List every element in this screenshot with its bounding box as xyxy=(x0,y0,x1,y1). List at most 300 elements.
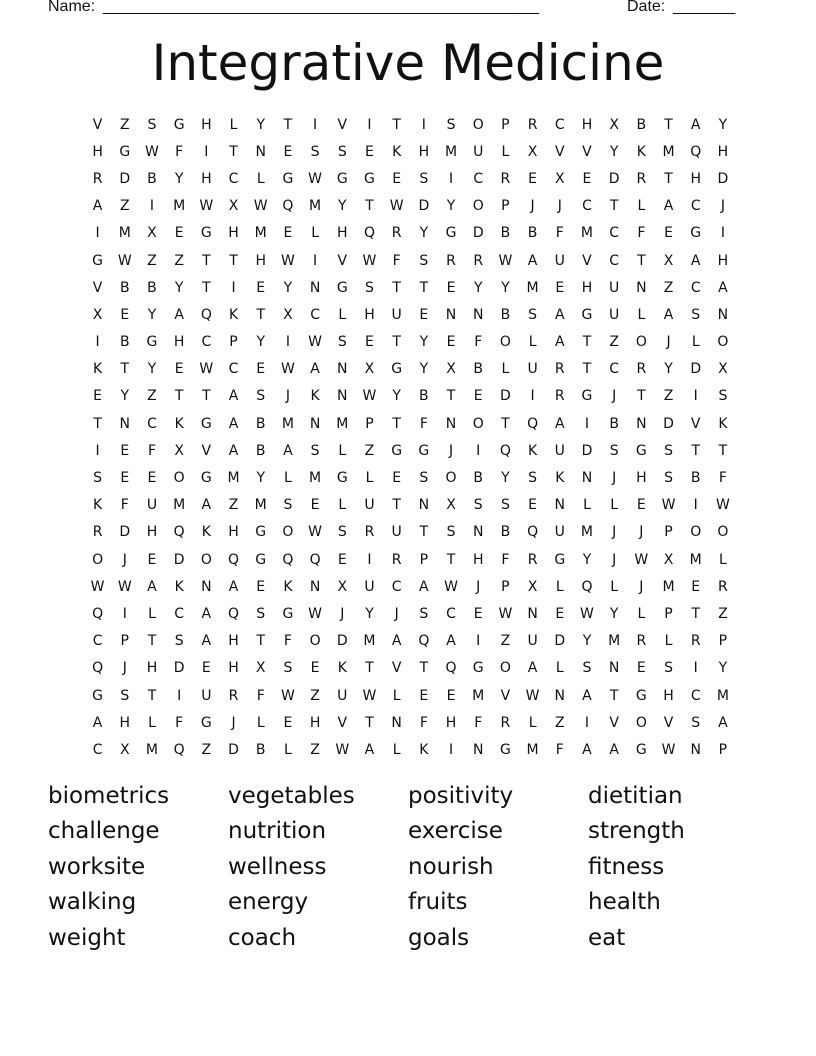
grid-letter[interactable]: Y xyxy=(609,605,619,622)
grid-letter[interactable]: L xyxy=(148,605,156,622)
grid-letter[interactable]: W xyxy=(199,361,214,378)
grid-letter[interactable]: D xyxy=(336,633,348,650)
grid-letter[interactable]: Y xyxy=(283,279,293,296)
grid-letter[interactable]: N xyxy=(309,578,321,595)
grid-letter[interactable]: E xyxy=(691,578,701,595)
grid-letter[interactable]: M xyxy=(580,524,594,541)
grid-letter[interactable]: O xyxy=(200,551,212,568)
grid-letter[interactable]: A xyxy=(446,633,456,650)
grid-letter[interactable]: S xyxy=(528,306,538,323)
grid-letter[interactable]: I xyxy=(313,116,318,133)
grid-letter[interactable]: W xyxy=(335,741,350,758)
grid-letter[interactable]: C xyxy=(609,361,620,378)
grid-letter[interactable]: R xyxy=(500,714,511,731)
grid-letter[interactable]: I xyxy=(95,442,100,459)
grid-letter[interactable]: X xyxy=(446,361,456,378)
grid-letter[interactable]: H xyxy=(337,225,348,242)
grid-letter[interactable]: S xyxy=(691,306,701,323)
grid-letter[interactable]: W xyxy=(525,687,540,704)
grid-letter[interactable]: Y xyxy=(365,605,374,622)
grid-letter[interactable]: K xyxy=(93,361,103,378)
grid-letter[interactable]: V xyxy=(500,687,511,704)
grid-letter[interactable]: P xyxy=(501,116,510,133)
grid-letter[interactable]: L xyxy=(637,306,646,323)
grid-letter[interactable]: U xyxy=(554,524,565,541)
grid-letter[interactable]: P xyxy=(229,334,238,351)
grid-letter[interactable]: I xyxy=(231,279,236,296)
grid-letter[interactable]: G xyxy=(418,442,430,459)
grid-letter[interactable]: G xyxy=(200,714,212,731)
grid-letter[interactable]: F xyxy=(637,225,646,242)
grid-letter[interactable]: S xyxy=(337,334,347,351)
grid-letter[interactable]: O xyxy=(445,470,457,487)
grid-letter[interactable]: U xyxy=(337,687,348,704)
grid-letter[interactable]: E xyxy=(120,442,130,459)
grid-letter[interactable]: T xyxy=(202,279,211,296)
grid-letter[interactable]: N xyxy=(472,306,484,323)
grid-letter[interactable]: F xyxy=(474,714,483,731)
grid-letter[interactable]: A xyxy=(690,116,701,133)
grid-letter[interactable]: H xyxy=(636,470,647,487)
grid-letter[interactable]: Q xyxy=(690,143,702,160)
grid-letter[interactable]: D xyxy=(119,170,131,187)
grid-letter[interactable]: D xyxy=(418,198,430,215)
grid-letter[interactable]: N xyxy=(690,741,701,758)
grid-letter[interactable]: U xyxy=(527,361,538,378)
grid-letter[interactable]: B xyxy=(255,442,266,459)
grid-letter[interactable]: G xyxy=(554,551,566,568)
grid-letter[interactable]: W xyxy=(199,198,214,215)
grid-letter[interactable]: K xyxy=(392,143,402,160)
grid-letter[interactable]: T xyxy=(93,415,102,432)
grid-letter[interactable]: Y xyxy=(664,361,673,378)
grid-letter[interactable]: V xyxy=(582,143,592,160)
grid-letter[interactable]: Q xyxy=(200,306,212,323)
grid-letter[interactable]: O xyxy=(472,198,484,215)
grid-letter[interactable]: J xyxy=(720,198,725,215)
grid-letter[interactable]: J xyxy=(612,524,617,541)
grid-letter[interactable]: F xyxy=(256,687,265,704)
grid-letter[interactable]: A xyxy=(310,361,320,378)
grid-letter[interactable]: P xyxy=(664,524,673,541)
grid-letter[interactable]: K xyxy=(555,470,565,487)
grid-letter[interactable]: E xyxy=(283,225,293,242)
grid-letter[interactable]: E xyxy=(310,660,320,677)
grid-letter[interactable]: C xyxy=(690,687,701,704)
grid-letter[interactable]: T xyxy=(637,388,646,405)
grid-letter[interactable]: I xyxy=(584,415,590,432)
grid-letter[interactable]: Y xyxy=(147,306,157,323)
grid-letter[interactable]: M xyxy=(444,143,458,160)
grid-letter[interactable]: H xyxy=(581,279,593,296)
grid-letter[interactable]: T xyxy=(365,714,374,731)
grid-letter[interactable]: O xyxy=(717,524,729,541)
grid-letter[interactable]: X xyxy=(663,252,674,269)
grid-letter[interactable]: M xyxy=(363,633,376,650)
grid-letter[interactable]: X xyxy=(119,741,130,758)
grid-letter[interactable]: F xyxy=(283,633,292,650)
grid-letter[interactable]: W xyxy=(308,334,323,351)
grid-letter[interactable]: K xyxy=(174,578,184,595)
grid-letter[interactable]: I xyxy=(421,116,426,133)
grid-letter[interactable]: J xyxy=(639,578,644,595)
grid-letter[interactable]: R xyxy=(554,361,565,378)
grid-letter[interactable]: E xyxy=(147,470,157,487)
grid-letter[interactable]: E xyxy=(93,388,103,405)
grid-letter[interactable]: W xyxy=(362,252,377,269)
grid-letter[interactable]: T xyxy=(392,497,401,514)
grid-letter[interactable]: E xyxy=(174,225,184,242)
grid-letter[interactable]: Q xyxy=(363,225,375,242)
grid-letter[interactable]: D xyxy=(119,524,131,541)
grid-letter[interactable]: O xyxy=(472,415,484,432)
grid-letter[interactable]: T xyxy=(229,252,238,269)
grid-letter[interactable]: A xyxy=(527,252,538,269)
grid-letter[interactable]: J xyxy=(476,578,481,595)
grid-letter[interactable]: I xyxy=(367,116,372,133)
grid-letter[interactable]: Y xyxy=(582,551,592,568)
grid-letter[interactable]: F xyxy=(120,497,129,514)
grid-letter[interactable]: G xyxy=(635,741,647,758)
grid-letter[interactable]: Z xyxy=(663,388,674,405)
grid-letter[interactable]: W xyxy=(308,524,323,541)
grid-letter[interactable]: C xyxy=(609,252,620,269)
grid-letter[interactable]: U xyxy=(391,524,402,541)
grid-letter[interactable]: K xyxy=(283,578,293,595)
grid-letter[interactable]: M xyxy=(662,143,675,160)
grid-letter[interactable]: G xyxy=(255,551,267,568)
grid-letter[interactable]: C xyxy=(554,116,565,133)
grid-letter[interactable]: N xyxy=(119,415,131,432)
grid-letter[interactable]: D xyxy=(581,442,593,459)
grid-letter[interactable]: I xyxy=(448,741,454,758)
grid-letter[interactable]: V xyxy=(391,660,402,677)
grid-letter[interactable]: K xyxy=(419,741,429,758)
grid-letter[interactable]: V xyxy=(663,714,674,731)
grid-letter[interactable]: F xyxy=(175,143,184,160)
grid-letter[interactable]: E xyxy=(419,687,429,704)
grid-letter[interactable]: I xyxy=(476,442,481,459)
grid-letter[interactable]: L xyxy=(664,633,673,650)
grid-letter[interactable]: G xyxy=(255,524,267,541)
grid-letter[interactable]: C xyxy=(174,605,185,622)
grid-letter[interactable]: S xyxy=(310,442,320,459)
grid-letter[interactable]: T xyxy=(365,660,374,677)
grid-letter[interactable]: F xyxy=(419,714,428,731)
grid-letter[interactable]: I xyxy=(285,334,290,351)
grid-letter[interactable]: O xyxy=(173,470,185,487)
grid-letter[interactable]: T xyxy=(147,687,157,704)
grid-letter[interactable]: G xyxy=(336,170,348,187)
grid-letter[interactable]: O xyxy=(690,524,702,541)
grid-letter[interactable]: S xyxy=(310,143,320,160)
grid-letter[interactable]: H xyxy=(228,633,239,650)
grid-letter[interactable]: R xyxy=(391,225,402,242)
grid-letter[interactable]: A xyxy=(718,279,728,296)
grid-letter[interactable]: W xyxy=(362,687,377,704)
grid-letter[interactable]: I xyxy=(476,633,481,650)
grid-letter[interactable]: T xyxy=(637,252,646,269)
grid-letter[interactable]: J xyxy=(612,470,617,487)
grid-letter[interactable]: T xyxy=(419,524,429,541)
grid-letter[interactable]: A xyxy=(174,306,184,323)
grid-letter[interactable]: T xyxy=(691,442,700,459)
grid-letter[interactable]: O xyxy=(309,633,321,650)
grid-letter[interactable]: R xyxy=(554,388,565,405)
grid-letter[interactable]: Y xyxy=(174,279,184,296)
grid-letter[interactable]: D xyxy=(690,361,702,378)
grid-letter[interactable]: X xyxy=(527,143,538,160)
grid-letter[interactable]: N xyxy=(636,415,647,432)
grid-letter[interactable]: S xyxy=(365,279,374,296)
grid-letter[interactable]: Y xyxy=(392,388,401,405)
grid-letter[interactable]: W xyxy=(253,198,268,215)
grid-letter[interactable]: E xyxy=(636,660,646,677)
grid-letter[interactable]: I xyxy=(313,252,318,269)
grid-letter[interactable]: F xyxy=(718,470,727,487)
grid-letter[interactable]: E xyxy=(473,388,483,405)
grid-letter[interactable]: L xyxy=(256,714,265,731)
grid-letter[interactable]: X xyxy=(718,361,728,378)
grid-letter[interactable]: G xyxy=(445,225,457,242)
grid-letter[interactable]: L xyxy=(610,578,619,595)
grid-letter[interactable]: P xyxy=(501,198,510,215)
grid-letter[interactable]: Y xyxy=(609,143,619,160)
grid-letter[interactable]: Y xyxy=(256,116,265,133)
grid-letter[interactable]: I xyxy=(693,388,698,405)
grid-letter[interactable]: T xyxy=(664,116,673,133)
grid-letter[interactable]: Q xyxy=(228,605,240,622)
grid-letter[interactable]: W xyxy=(280,252,295,269)
grid-letter[interactable]: S xyxy=(337,143,347,160)
grid-letter[interactable]: T xyxy=(419,660,429,677)
grid-letter[interactable]: L xyxy=(691,334,700,351)
grid-letter[interactable]: X xyxy=(255,660,266,677)
grid-letter[interactable]: O xyxy=(635,334,647,351)
grid-letter[interactable]: I xyxy=(530,388,535,405)
grid-letter[interactable]: D xyxy=(717,170,729,187)
grid-letter[interactable]: B xyxy=(690,470,701,487)
grid-letter[interactable]: Z xyxy=(364,442,375,459)
grid-letter[interactable]: L xyxy=(338,442,347,459)
grid-letter[interactable]: Z xyxy=(718,605,728,622)
grid-letter[interactable]: C xyxy=(690,198,701,215)
grid-letter[interactable]: T xyxy=(147,633,157,650)
grid-letter[interactable]: V xyxy=(337,714,348,731)
grid-letter[interactable]: M xyxy=(608,633,621,650)
grid-letter[interactable]: Z xyxy=(554,714,565,731)
grid-letter[interactable]: J xyxy=(612,551,617,568)
grid-letter[interactable]: P xyxy=(718,633,728,650)
grid-letter[interactable]: L xyxy=(583,497,591,514)
grid-letter[interactable]: J xyxy=(557,198,562,215)
grid-letter[interactable]: T xyxy=(392,415,401,432)
grid-letter[interactable]: U xyxy=(201,687,212,704)
grid-letter[interactable]: L xyxy=(719,551,727,568)
grid-letter[interactable]: L xyxy=(229,116,238,133)
grid-letter[interactable]: Y xyxy=(582,633,592,650)
grid-letter[interactable]: R xyxy=(527,116,538,133)
grid-letter[interactable]: E xyxy=(555,605,565,622)
grid-letter[interactable]: B xyxy=(119,279,130,296)
grid-letter[interactable]: Q xyxy=(282,198,294,215)
grid-letter[interactable]: J xyxy=(285,388,290,405)
grid-letter[interactable]: L xyxy=(555,578,564,595)
grid-letter[interactable]: Y xyxy=(419,334,429,351)
grid-letter[interactable]: V xyxy=(554,143,565,160)
grid-letter[interactable]: N xyxy=(337,388,348,405)
grid-letter[interactable]: I xyxy=(693,660,698,677)
grid-letter[interactable]: A xyxy=(690,252,701,269)
grid-letter[interactable]: O xyxy=(499,660,511,677)
grid-letter[interactable]: B xyxy=(119,334,130,351)
grid-letter[interactable]: E xyxy=(392,170,402,187)
grid-letter[interactable]: C xyxy=(690,279,701,296)
grid-letter[interactable]: T xyxy=(365,198,374,215)
grid-letter[interactable]: S xyxy=(609,442,619,459)
grid-letter[interactable]: E xyxy=(310,497,320,514)
grid-letter[interactable]: M xyxy=(118,225,131,242)
grid-letter[interactable]: G xyxy=(200,225,212,242)
grid-letter[interactable]: C xyxy=(473,170,484,187)
grid-letter[interactable]: X xyxy=(663,551,674,568)
grid-letter[interactable]: W xyxy=(308,170,323,187)
grid-letter[interactable]: H xyxy=(717,143,729,160)
grid-letter[interactable]: V xyxy=(92,116,103,133)
grid-letter[interactable]: U xyxy=(146,497,158,514)
grid-letter[interactable]: R xyxy=(718,578,728,595)
grid-letter[interactable]: L xyxy=(148,714,156,731)
grid-letter[interactable]: Q xyxy=(445,660,457,677)
grid-letter[interactable]: Y xyxy=(147,361,157,378)
grid-letter[interactable]: B xyxy=(527,225,538,242)
grid-letter[interactable]: H xyxy=(146,660,158,677)
grid-letter[interactable]: Q xyxy=(173,524,185,541)
grid-letter[interactable]: E xyxy=(446,279,456,296)
grid-letter[interactable]: A xyxy=(92,198,103,215)
grid-letter[interactable]: P xyxy=(120,633,129,650)
grid-letter[interactable]: X xyxy=(147,225,157,242)
grid-letter[interactable]: Z xyxy=(228,497,239,514)
grid-letter[interactable]: R xyxy=(446,252,456,269)
grid-letter[interactable]: Y xyxy=(256,334,265,351)
grid-letter[interactable]: J xyxy=(122,551,127,568)
grid-letter[interactable]: Q xyxy=(282,551,294,568)
grid-letter[interactable]: G xyxy=(336,279,348,296)
grid-letter[interactable]: Y xyxy=(256,470,265,487)
grid-letter[interactable]: W xyxy=(498,605,513,622)
grid-letter[interactable]: T xyxy=(501,415,510,432)
grid-letter[interactable]: A xyxy=(582,687,592,704)
grid-letter[interactable]: H xyxy=(119,714,131,731)
grid-letter[interactable]: G xyxy=(499,741,511,758)
grid-letter[interactable]: C xyxy=(228,361,239,378)
grid-letter[interactable]: J xyxy=(340,605,345,622)
grid-letter[interactable]: X xyxy=(337,578,348,595)
grid-letter[interactable]: Z xyxy=(609,334,619,351)
grid-letter[interactable]: E xyxy=(392,470,402,487)
grid-letter[interactable]: L xyxy=(365,470,374,487)
grid-letter[interactable]: C xyxy=(446,605,456,622)
grid-letter[interactable]: L xyxy=(528,334,537,351)
grid-letter[interactable]: M xyxy=(472,687,485,704)
grid-letter[interactable]: S xyxy=(93,470,103,487)
grid-letter[interactable]: W xyxy=(280,687,295,704)
grid-letter[interactable]: C xyxy=(582,198,592,215)
grid-letter[interactable]: T xyxy=(582,334,592,351)
grid-letter[interactable]: A xyxy=(419,578,429,595)
grid-letter[interactable]: G xyxy=(119,143,131,160)
grid-letter[interactable]: Z xyxy=(147,388,157,405)
grid-letter[interactable]: R xyxy=(92,524,103,541)
grid-letter[interactable]: B xyxy=(473,470,484,487)
grid-letter[interactable]: B xyxy=(147,279,157,296)
grid-letter[interactable]: E xyxy=(664,225,673,242)
grid-letter[interactable]: L xyxy=(528,714,537,731)
grid-letter[interactable]: L xyxy=(501,361,510,378)
grid-letter[interactable]: X xyxy=(283,306,293,323)
grid-letter[interactable]: L xyxy=(284,741,292,758)
grid-letter[interactable]: S xyxy=(473,497,483,514)
grid-letter[interactable]: X xyxy=(228,198,239,215)
grid-letter[interactable]: E xyxy=(555,279,565,296)
grid-letter[interactable]: W xyxy=(389,198,404,215)
grid-letter[interactable]: M xyxy=(662,578,675,595)
grid-letter[interactable]: T xyxy=(392,279,401,296)
grid-letter[interactable]: Y xyxy=(174,170,184,187)
grid-letter[interactable]: Z xyxy=(310,741,320,758)
grid-letter[interactable]: G xyxy=(472,660,484,677)
grid-letter[interactable]: Q xyxy=(92,660,104,677)
grid-letter[interactable]: G xyxy=(635,687,647,704)
grid-letter[interactable]: H xyxy=(309,714,321,731)
grid-letter[interactable]: N xyxy=(472,524,484,541)
grid-letter[interactable]: D xyxy=(663,415,674,432)
grid-letter[interactable]: G xyxy=(391,361,403,378)
grid-letter[interactable]: A xyxy=(201,497,212,514)
grid-letter[interactable]: E xyxy=(174,361,184,378)
grid-letter[interactable]: A xyxy=(609,741,619,758)
grid-letter[interactable]: X xyxy=(364,361,375,378)
grid-letter[interactable]: N xyxy=(309,279,321,296)
grid-letter[interactable]: Y xyxy=(419,361,429,378)
grid-letter[interactable]: M xyxy=(336,415,349,432)
grid-letter[interactable]: T xyxy=(609,198,619,215)
grid-letter[interactable]: E xyxy=(283,143,293,160)
grid-letter[interactable]: I xyxy=(204,143,209,160)
grid-letter[interactable]: W xyxy=(715,497,730,514)
grid-letter[interactable]: E xyxy=(636,497,646,514)
grid-letter[interactable]: N xyxy=(581,470,593,487)
grid-letter[interactable]: K xyxy=(201,524,211,541)
grid-letter[interactable]: H xyxy=(92,143,103,160)
grid-letter[interactable]: S xyxy=(419,605,429,622)
grid-letter[interactable]: R xyxy=(364,524,375,541)
grid-letter[interactable]: T xyxy=(582,361,592,378)
grid-letter[interactable]: R xyxy=(527,551,538,568)
grid-letter[interactable]: G xyxy=(364,170,375,187)
grid-letter[interactable]: R xyxy=(473,252,484,269)
grid-letter[interactable]: E xyxy=(256,279,266,296)
grid-letter[interactable]: H xyxy=(581,116,593,133)
grid-letter[interactable]: W xyxy=(280,361,295,378)
grid-letter[interactable]: W xyxy=(362,388,377,405)
grid-letter[interactable]: J xyxy=(122,660,127,677)
grid-letter[interactable]: U xyxy=(473,143,484,160)
grid-letter[interactable]: F xyxy=(501,551,510,568)
grid-letter[interactable]: E xyxy=(365,143,374,160)
grid-letter[interactable]: Z xyxy=(119,116,130,133)
